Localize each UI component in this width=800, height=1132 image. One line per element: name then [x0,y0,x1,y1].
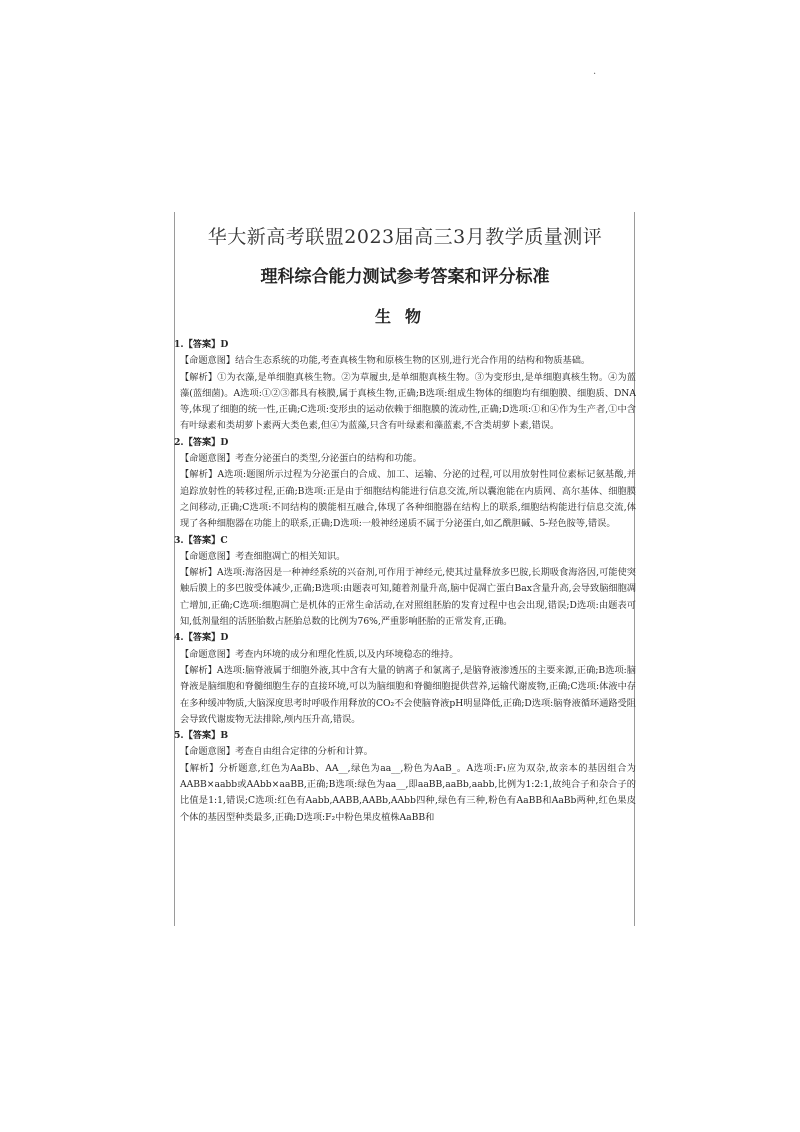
answer-line: 4.【答案】D [174,632,229,644]
answer-line: 1.【答案】D [174,339,229,350]
question-item-2 [174,435,636,533]
corner-mark: . [593,66,597,77]
analysis-paragraph: 【解析】A选项:海洛因是一种神经系统的兴奋剂,可作用于神经元,使其过量释放多巴胺,长期吸食海洛因,可能使突触后膜上的多巴胺受体减少,正确;B选项:由题表可知,随着剂量升高,脑中促凋亡蛋白Bax含量升高,会导致脑细胞凋亡增加,正确;C选项:细胞凋亡是机体的正常生命活动,在对照组胚胎的发育过程中也会出现,错误;D选项:由题表可知,低剂量组的活胚胎数占胚胎总数的比例为76%,严重影响胚胎的正常发育,正确。 [180,567,636,628]
answer-line: 2.【答案】D [174,436,229,448]
intent-line: 【命题意图】结合生态系统的功能,考查真核生物和原核生物的区别,进行光合作用的结构和物质基础。 [180,355,591,367]
answer-sheet [174,212,636,928]
analysis-paragraph: 【解析】A选项:脑脊液属于细胞外液,其中含有大量的钠离子和氯离子,是脑脊液渗透压的主要来源,正确;B选项:脑脊液是脑细胞和脊髓细胞生存的直接环境,可以为脑细胞和脊髓细胞提供营养,运输代谢废物,正确;C选项:体液中存在多种缓冲物质,大脑深度思考时呼吸作用释放的CO₂不会使脑脊液pH明显降低,正确;D选项:脑脊液循环通路受阻会导致代谢废物无法排除,颅内压升高,错误。 [180,664,636,725]
answer-line: 5.【答案】B [174,730,229,742]
question-item-1 [174,337,636,435]
intent-line: 【命题意图】考查分泌蛋白的类型,分泌蛋白的结构和功能。 [180,453,422,465]
answer-line: 3.【答案】C [174,534,228,546]
exam-title: 华大新高考联盟2023届高三3月教学质量测评 [207,226,603,248]
intent-line: 【命题意图】考查自由组合定律的分析和计算。 [180,746,373,758]
intent-line: 【命题意图】考查内环境的成分和理化性质,以及内环境稳态的维持。 [180,648,459,660]
exam-subtitle: 理科综合能力测试参考答案和评分标准 [260,267,550,287]
question-item-3 [174,533,636,631]
answer-content [174,337,636,826]
analysis-paragraph: 【解析】A选项:题图所示过程为分泌蛋白的合成、加工、运输、分泌的过程,可以用放射性同位素标记氨基酸,并追踪放射性的转移过程,正确;B选项:正是由于细胞结构能进行信息交流,所以囊泡能在内质网、高尔基体、细胞膜之间移动,正确;C选项:不同结构的膜能相互融合,体现了各种细胞器在结构上的联系,细胞结构能进行信息交流,体现了各种细胞器在功能上的联系,正确;D选项:一般神经递质不属于分泌蛋白,如乙酰胆碱、5-羟色胺等,错误。 [180,469,636,530]
analysis-paragraph: 【解析】①为衣藻,是单细胞真核生物。②为草履虫,是单细胞真核生物。③为变形虫,是单细胞真核生物。④为蓝藻(蓝细菌)。A选项:①②③都具有核膜,属于真核生物,正确;B选项:组成生物体的细胞均有细胞膜、细胞质、DNA等,体现了细胞的统一性,正确;C选项:变形虫的运动依赖于细胞膜的流动性,正确;D选项:①和④作为生产者,①中含有叶绿素和类胡萝卜素两大类色素,但④为蓝藻,只含有叶绿素和藻蓝素,不含类胡萝卜素,错误。 [180,371,636,432]
subject-heading: 生物 [374,307,435,326]
intent-line: 【命题意图】考查细胞凋亡的相关知识。 [180,550,346,562]
question-item-5 [174,728,636,826]
analysis-paragraph: 【解析】分析题意,红色为AaBb、AA__,绿色为aa__,粉色为AaB_。A选项:F₁应为双杂,故亲本的基因组合为AABB×aabb或AAbb×aaBB,正确;B选项:绿色为aa__,即aaBB,aaBb,aabb,比例为1:2:1,故纯合子和杂合子的比值是1:1,错误;C选项:红色有Aabb,AABB,AABb,AAbb四种,绿色有三种,粉色有AaBB和AaBb两种,红色果皮个体的基因型种类最多,正确;D选项:F₂中粉色果皮植株AaBB和 [180,762,636,823]
question-item-4 [174,630,636,728]
